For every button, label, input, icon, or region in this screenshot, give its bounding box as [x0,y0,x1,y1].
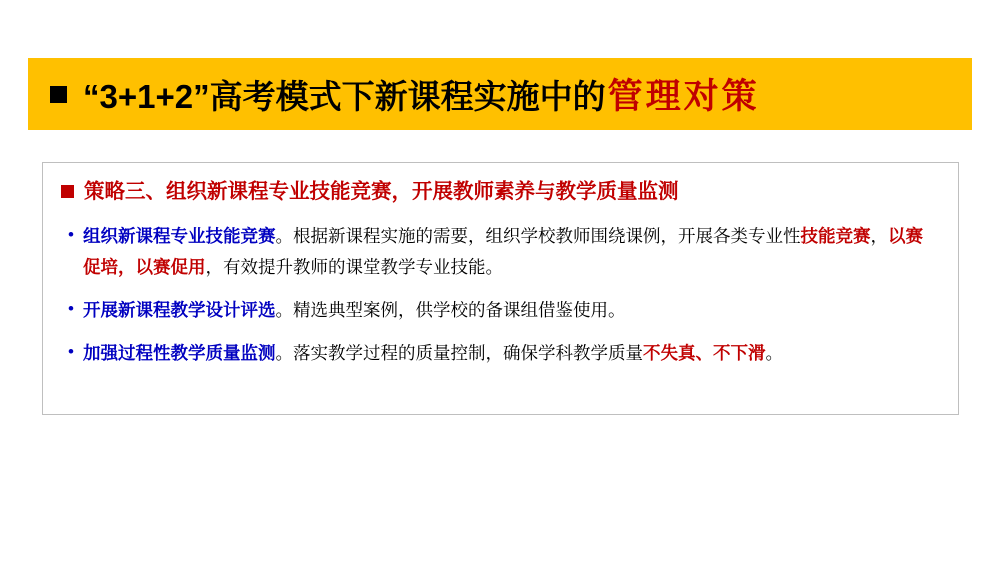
list-item-segment: 。根据新课程实施的需要，组织学校教师围绕课例，开展各类专业性 [275,226,801,246]
list-item-segment: 。精选典型案例，供学校的备课组借鉴使用。 [275,300,626,320]
bullet-dot-icon: • [68,342,74,361]
list-item-segment: 组织新课程专业技能竞赛 [83,226,276,246]
list-item-text [83,338,783,369]
list-item-segment: 技能竞赛 [800,226,871,246]
list-item-segment: ， [870,226,888,246]
section-heading-label: 策略三、组织新课程专业技能竞赛，开展教师素养与教学质量监测 [84,180,679,203]
list-item [61,295,940,326]
list-item-segment: 以赛促培，以赛促用 [83,226,923,277]
list-item-segment: ，有效提升教师的课堂教学专业技能。 [205,257,503,277]
section-heading [61,177,940,207]
page-title: “3+1+2”高考模式下新课程实施中的 [83,77,606,115]
list-item-text [83,295,626,326]
list-item [61,221,940,283]
bullet-dot-icon: • [68,299,74,318]
title-banner [28,58,972,130]
page-title-emphasis: 管理对策 [607,77,760,116]
list-item-segment: 不失真、不下滑 [643,343,766,363]
list-item [61,338,940,369]
black-square-bullet-icon [50,86,67,103]
red-square-bullet-icon [61,185,74,198]
list-item-segment: 加强过程性教学质量监测 [83,343,276,363]
content-box [42,162,959,415]
list-item-text [83,221,940,283]
list-item-segment: 。 [765,343,783,363]
list-item-segment: 。落实教学过程的质量控制，确保学科教学质量 [275,343,643,363]
bullet-dot-icon: • [68,225,74,244]
list-item-segment: 开展新课程教学设计评选 [83,300,276,320]
